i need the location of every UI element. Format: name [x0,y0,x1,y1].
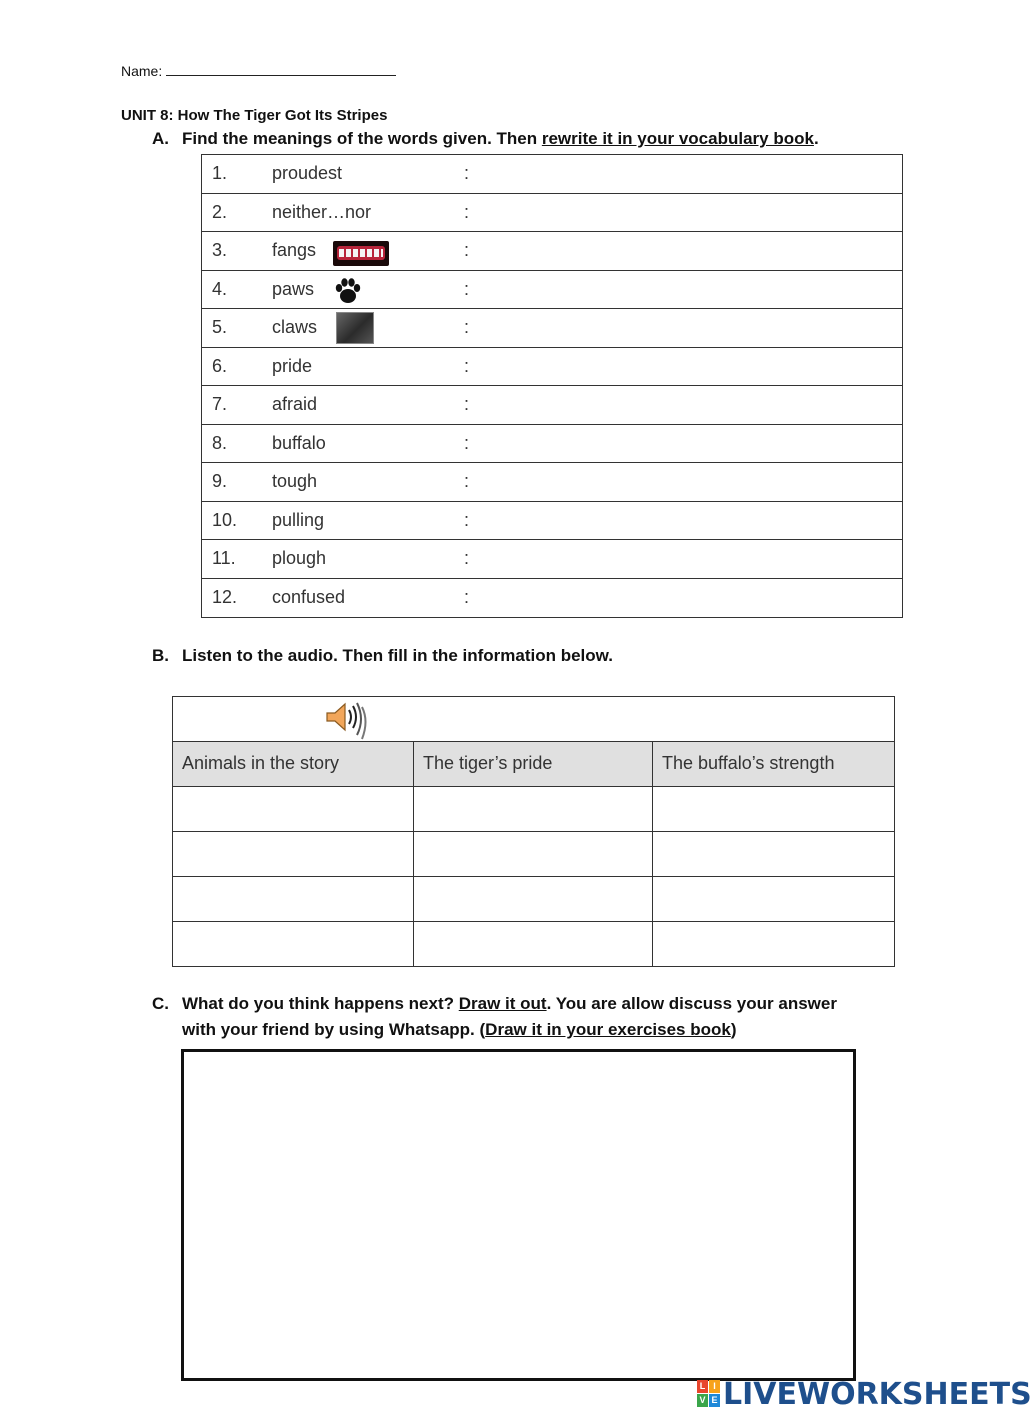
table-header-row [173,742,894,787]
colon: : [464,432,470,453]
colon: : [464,317,470,337]
colon: : [464,509,470,530]
vocab-row[interactable] [202,348,902,387]
column-header: The tiger’s pride [414,742,653,786]
section-letter: C. [152,994,169,1013]
section-b-instruction [152,646,613,666]
vocab-row[interactable] [202,540,902,579]
answer-cell[interactable] [653,877,894,921]
claws-picture-icon [336,312,374,344]
logo-badge-icon: L I V E [697,1380,721,1408]
vocab-word: confused [272,586,346,607]
fangs-picture-icon [333,241,389,266]
vocab-word: neither…nor [272,201,372,222]
vocab-row[interactable] [202,386,902,425]
colon: : [464,471,470,491]
colon: : [464,278,470,299]
row-number: 10. [212,509,238,530]
name-field[interactable] [121,62,396,79]
row-number: 2. [212,201,228,222]
vocab-word: proudest [272,163,343,183]
vocab-row[interactable] [202,309,902,348]
vocab-word: buffalo [272,432,326,453]
section-letter: A. [152,129,169,148]
name-blank-line[interactable] [166,62,396,76]
colon: : [464,394,470,414]
audio-info-table [172,696,895,967]
paw-print-icon [333,276,363,306]
colon: : [464,548,470,568]
vocabulary-table [201,154,903,618]
vocab-row[interactable] [202,155,902,194]
answer-cell[interactable] [173,922,414,966]
name-label: Name: [121,63,163,79]
vocab-word: tough [272,471,318,491]
table-row [173,922,894,966]
colon: : [464,355,470,376]
answer-cell[interactable] [653,787,894,831]
table-row [173,787,894,832]
answer-cell[interactable] [414,922,653,966]
vocab-row[interactable] [202,502,902,541]
colon: : [464,163,470,183]
vocab-word: claws [272,317,318,337]
section-a-instruction [152,129,819,149]
section-c-instruction [152,991,872,1043]
vocab-word: afraid [272,394,318,414]
row-number: 12. [212,586,238,607]
vocab-row[interactable] [202,271,902,310]
vocab-row[interactable] [202,194,902,233]
instruction-text: Listen to the audio. Then fill in the information below. [182,646,613,665]
instruction-text: Find the meanings of the words given. Then rewrite it in your vocabulary book. [182,129,819,148]
table-row [173,877,894,922]
logo-text: LIVEWORKSHEETS [723,1376,1032,1412]
row-number: 5. [212,317,228,337]
vocab-row[interactable] [202,463,902,502]
instruction-text: What do you think happens next? Draw it out. You are allow discuss your answer with your friend by using Whatsapp. (Draw it in your exercises book) [182,994,837,1039]
answer-cell[interactable] [414,877,653,921]
vocab-row[interactable] [202,579,902,618]
vocab-word: fangs [272,240,317,260]
row-number: 4. [212,278,228,299]
row-number: 3. [212,240,228,260]
section-letter: B. [152,646,169,665]
row-number: 1. [212,163,228,183]
liveworksheets-logo [697,1378,1032,1410]
row-number: 7. [212,394,228,414]
answer-cell[interactable] [173,787,414,831]
colon: : [464,586,470,607]
vocab-word: plough [272,548,327,568]
vocab-row[interactable] [202,425,902,464]
colon: : [464,240,470,260]
answer-cell[interactable] [653,922,894,966]
row-number: 8. [212,432,228,453]
answer-cell[interactable] [173,877,414,921]
row-number: 11. [212,548,236,568]
answer-cell[interactable] [414,787,653,831]
answer-cell[interactable] [173,832,414,876]
speaker-icon[interactable] [323,697,375,743]
answer-cell[interactable] [414,832,653,876]
table-row [173,832,894,877]
audio-player-row [173,697,894,742]
vocab-word: paws [272,278,315,299]
colon: : [464,201,470,222]
row-number: 9. [212,471,228,491]
answer-cell[interactable] [653,832,894,876]
column-header: The buffalo’s strength [653,742,894,786]
vocab-row[interactable] [202,232,902,271]
column-header: Animals in the story [173,742,414,786]
unit-title: UNIT 8: How The Tiger Got Its Stripes [121,107,388,124]
drawing-box[interactable] [181,1049,856,1381]
vocab-word: pride [272,355,313,376]
row-number: 6. [212,355,228,376]
vocab-word: pulling [272,509,325,530]
